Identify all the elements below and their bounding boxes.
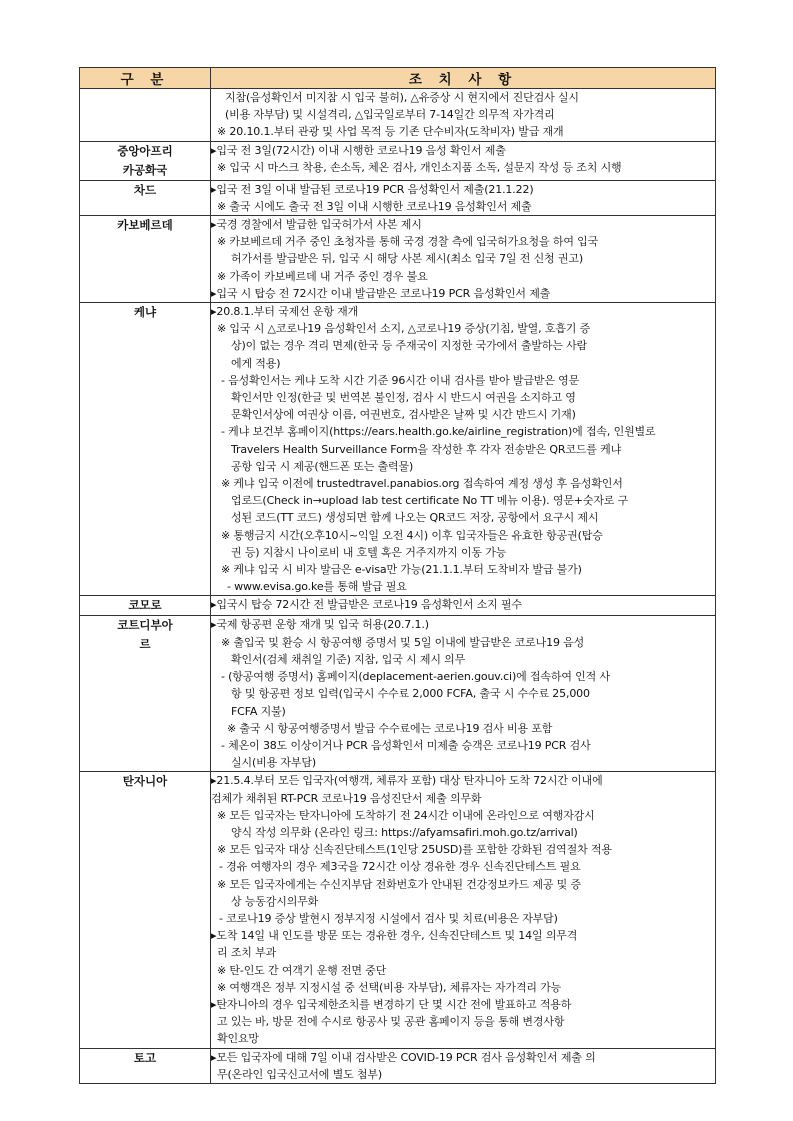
measure-line: ▸국경 경찰에서 발급한 입국허가서 사본 제시 bbox=[211, 218, 422, 232]
measure-line: ▸21.5.4.부터 모든 입국자(여행객, 체류자 포함) 대상 탄자니아 도착 72시간 이내에 bbox=[211, 774, 603, 788]
measure-line: 성된 코드(TT 코드) 생성되면 함께 나오는 QR코드 저장, 공항에서 요구시 제시 bbox=[231, 511, 599, 525]
measure-line: 공항 입국 시 제공(핸드폰 또는 출력물) bbox=[231, 459, 414, 473]
measure-line: ※ 입국 시 △코로나19 음성확인서 소지, △코로나19 증상(기침, 발열, 호흡기 증 bbox=[217, 322, 591, 336]
measure-text bbox=[211, 1048, 716, 1083]
table-row bbox=[80, 1048, 716, 1083]
country-name bbox=[80, 216, 211, 303]
measure-line: ※ 카보베르데 거주 중인 초청자를 통해 국경 경찰 측에 입국허가요청을 하여 입국 bbox=[217, 235, 599, 249]
measure-line: - 음성확인서는 케냐 도착 시간 기준 96시간 이내 검사를 받아 발급받은 영문 bbox=[221, 373, 580, 387]
country-name-line: 카공화국 bbox=[122, 162, 168, 177]
table-header-row bbox=[80, 68, 716, 89]
header-category: 구 분 bbox=[80, 68, 211, 89]
measure-line: ※ 통행금지 시간(오후10시~익일 오전 4시) 이후 입국자들은 유효한 항공권(탑승 bbox=[221, 528, 603, 542]
measure-line: Travelers Health Surveillance Form을 작성한 후 각자 전송받은 QR코드를 케냐 bbox=[231, 442, 622, 456]
measure-text bbox=[211, 303, 716, 596]
measure-line: 지참(음성확인서 미지참 시 입국 불허), △유증상 시 현지에서 진단검사 실시 bbox=[225, 91, 579, 104]
country-name bbox=[80, 596, 211, 616]
country-name-line: 중앙아프리 bbox=[117, 143, 173, 158]
measure-text bbox=[211, 180, 716, 215]
measure-line: ※ 모든 입국자 대상 신속진단테스트(1인당 25USD)를 포함한 강화된 검역절차 적용 bbox=[217, 843, 612, 857]
country-name bbox=[80, 772, 211, 1048]
country-name bbox=[80, 141, 211, 180]
table-row bbox=[80, 89, 716, 142]
measure-line: ▸입국시 탑승 72시간 전 발급받은 코로나19 음성확인서 소지 필수 bbox=[211, 598, 522, 612]
measure-line: ※ 케냐 입국 시 비자 발급은 e-visa만 가능(21.1.1.부터 도착비자 발급 불가) bbox=[221, 563, 582, 577]
measure-line: (비용 자부담) 및 시설격리, △입국일로부터 7-14일간 의무적 자가격리 bbox=[225, 108, 555, 122]
measure-line: ▸입국 시 탑승 전 72시간 이내 발급받은 코로나19 PCR 음성확인서 제출 bbox=[211, 286, 551, 300]
measure-line: 양식 작성 의무화 (온라인 링크: https://afyamsafiri.moh.go.tz/arrival) bbox=[231, 825, 578, 839]
country-name bbox=[80, 303, 211, 596]
measure-line: 리 조치 부과 bbox=[217, 946, 277, 960]
measure-line: ※ 모든 입국자에게는 수신지부담 전화번호가 안내된 건강정보카드 제공 및 증 bbox=[217, 877, 581, 891]
measure-line: ※ 출국 시에도 출국 전 3일 이내 시행한 코로나19 음성확인서 제출 bbox=[217, 199, 532, 213]
country-name-line: 카보베르데 bbox=[117, 218, 173, 233]
table-row bbox=[80, 216, 716, 303]
measure-line: ▸입국 전 3일 이내 발급된 코로나19 PCR 음성확인서 제출(21.1.22) bbox=[211, 182, 534, 196]
measure-line: ※ 케냐 입국 이전에 trustedtravel.panabios.org 접속하여 계정 생성 후 음성확인서 bbox=[221, 477, 623, 491]
measure-line: ▸탄자니아의 경우 입국제한조치를 변경하기 단 몇 시간 전에 발표하고 적용하 bbox=[211, 997, 572, 1011]
table-row bbox=[80, 180, 716, 215]
measure-text bbox=[211, 89, 716, 142]
measure-text bbox=[211, 596, 716, 616]
measure-line: 권 등) 지참시 나이로비 내 호텔 혹은 거주지까지 이동 가능 bbox=[231, 545, 507, 559]
measure-line: ※ 출국 시 항공여행증명서 발급 수수료에는 코로나19 검사 비용 포함 bbox=[227, 721, 553, 735]
measure-line: 실시(비용 자부담) bbox=[231, 756, 316, 770]
measure-line: - 경유 여행자의 경우 제3국을 72시간 이상 경유한 경우 신속진단테스트 필요 bbox=[219, 860, 581, 874]
country-name-line: 코모로 bbox=[128, 598, 162, 613]
measure-line: ※ 모든 입국자는 탄자니아에 도착하기 전 24시간 이내에 온라인으로 여행자감시 bbox=[217, 808, 595, 822]
country-name-line: 케냐 bbox=[133, 305, 157, 320]
measure-line: 확인요망 bbox=[217, 1032, 259, 1046]
table-row bbox=[80, 616, 716, 772]
country-name bbox=[80, 180, 211, 215]
measure-line: ▸모든 입국자에 대해 7일 이내 검사받은 COVID-19 PCR 검사 음성확인서 제출 의 bbox=[211, 1050, 596, 1064]
measure-text bbox=[211, 216, 716, 303]
measure-line: - www.evisa.go.ke를 통해 발급 필요 bbox=[227, 580, 407, 594]
table-row bbox=[80, 303, 716, 596]
measure-line: 에게 적용) bbox=[231, 356, 281, 370]
measure-text bbox=[211, 772, 716, 1048]
country-name-line: 코트디부아 bbox=[117, 618, 173, 633]
country-name-line: 르 bbox=[139, 637, 151, 652]
measure-line: - 코로나19 증상 발현시 정부지정 시설에서 검사 및 치료(비용은 자부담) bbox=[219, 911, 558, 925]
measure-line: ▸20.8.1.부터 국제선 운항 재개 bbox=[211, 305, 359, 319]
measure-line: 고 있는 바, 방문 전에 수시로 항공사 및 공관 홈페이지 등을 통해 변경사항 bbox=[217, 1015, 565, 1029]
country-name bbox=[80, 89, 211, 142]
measure-line: - 체온이 38도 이상이거나 PCR 음성확인서 미제출 승객은 코로나19 PCR 검사 bbox=[221, 738, 591, 752]
measure-line: 문확인서상에 여권상 이름, 여권번호, 검사받은 날짜 및 시간 반드시 기재) bbox=[231, 408, 576, 422]
measure-line: ▸입국 전 3일(72시간) 이내 시행한 코로나19 음성 확인서 제출 bbox=[211, 143, 506, 157]
table-row bbox=[80, 596, 716, 616]
measure-line: 확인서만 인정(한글 및 번역본 불인정, 검사 시 반드시 여권을 소지하고 영 bbox=[231, 391, 576, 405]
measure-line: 허가서를 발급받은 뒤, 입국 시 해당 사본 제시(최소 입국 7일 전 신청 권고) bbox=[231, 252, 583, 266]
country-name-line: 토고 bbox=[133, 1050, 157, 1065]
measure-line: 검체가 채취된 RT-PCR 코로나19 음성진단서 제출 의무화 bbox=[211, 791, 482, 805]
header-measures: 조 치 사 항 bbox=[211, 68, 716, 89]
measure-line: 업로드(Check in→upload lab test certificate No TT 메뉴 이용). 영문+숫자로 구 bbox=[231, 494, 629, 508]
measure-line: ▸국제 항공편 운항 재개 및 입국 허용(20.7.1.) bbox=[211, 618, 429, 632]
measure-line: ※ 출입국 및 환승 시 항공여행 증명서 및 5일 이내에 발급받은 코로나19 음성 bbox=[221, 635, 585, 649]
measure-text bbox=[211, 616, 716, 772]
measure-line: ※ 가족이 카보베르데 내 거주 중인 경우 불요 bbox=[217, 269, 428, 283]
country-name bbox=[80, 616, 211, 772]
measure-line: ※ 탄-인도 간 여객기 운행 전면 중단 bbox=[217, 963, 387, 977]
table-row bbox=[80, 772, 716, 1048]
measure-line: 상)이 없는 경우 격리 면제(한국 등 주재국이 지정한 국가에서 출발하는 사람 bbox=[231, 339, 588, 353]
table-row bbox=[80, 141, 716, 180]
measure-text bbox=[211, 141, 716, 180]
measure-line: ▸도착 14일 내 인도를 방문 또는 경유한 경우, 신속진단테스트 및 14일 의무격 bbox=[211, 929, 578, 943]
measure-line: ※ 여행객은 정부 지정시설 중 선택(비용 자부담), 체류자는 자가격리 가능 bbox=[217, 980, 562, 994]
measure-line: 무(온라인 입국신고서에 별도 첨부) bbox=[217, 1067, 382, 1081]
country-name-line: 차드 bbox=[133, 182, 157, 197]
measure-line: - 케냐 보건부 홈페이지(https://ears.health.go.ke/airline_registration)에 접속, 인원별로 bbox=[221, 425, 656, 439]
measures-table bbox=[79, 67, 716, 1084]
measure-line: 상 능동감시의무화 bbox=[231, 894, 319, 908]
measure-line: ※ 20.10.1.부터 관광 및 사업 목적 등 기존 단수비자(도착비자) 발급 재개 bbox=[217, 125, 564, 139]
country-name-line: 탄자니아 bbox=[122, 774, 168, 789]
measure-line: - (항공여행 증명서) 홈페이지(deplacement-aerien.gouv.ci)에 접속하여 인적 사 bbox=[221, 670, 610, 684]
measure-line: FCFA 지불) bbox=[231, 704, 286, 718]
measure-line: 확인서(검체 채취일 기준) 지참, 입국 시 제시 의무 bbox=[231, 652, 466, 666]
measure-line: ※ 입국 시 마스크 착용, 손소독, 체온 검사, 개인소지품 소독, 설문지 작성 등 조치 시행 bbox=[217, 160, 622, 174]
country-name bbox=[80, 1048, 211, 1083]
measure-line: 항 및 항공편 정보 입력(입국시 수수료 2,000 FCFA, 출국 시 수수료 25,000 bbox=[231, 687, 590, 701]
